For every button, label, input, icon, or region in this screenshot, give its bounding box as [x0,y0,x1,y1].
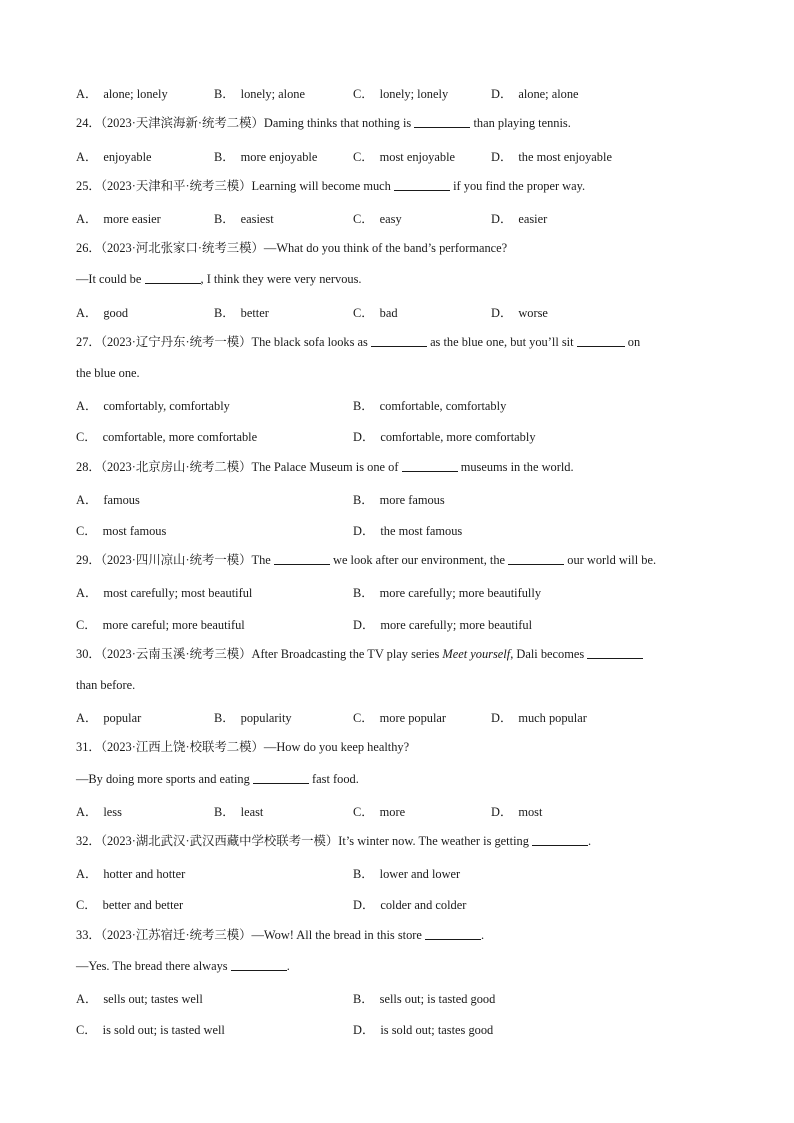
answer-blank [253,771,309,784]
q31-option-b: B． least [214,805,264,819]
q30-stem-line2: than before. [76,678,136,692]
q26-stem: 26．（2023·河北张家口·统考三模）—What do you think of the band’s performance? [76,241,508,255]
q24-option-c: C． most enjoyable [353,150,456,164]
q26-option-c: C． bad [353,306,398,320]
q31-stem-line2: —By doing more sports and eating fast food. [76,772,359,786]
q33-option-d: D． is sold out; tastes good [353,1023,494,1037]
q27-option-d: D． comfortable, more comfortably [353,430,536,444]
answer-blank [425,927,481,940]
q30-stem: 30．（2023·云南玉溪·统考三模）After Broadcasting the TV play series Meet yourself, Dali becomes [76,646,734,662]
q26-option-a: A． good [76,306,129,320]
q25-stem: 25．（2023·天津和平·统考三模）Learning will become much if you find the proper way. [76,179,586,193]
q29-stem: 29．（2023·四川凉山·统考一模）The we look after our environment, the our world will be. [76,553,657,567]
q23-option-b: B． lonely; alone [214,87,305,101]
q27-stem: 27．（2023·辽宁丹东·统考一模）The black sofa looks as as the blue one, but you’ll sit on [76,335,641,349]
q23-option-d: D． alone; alone [491,87,579,101]
q24-option-a: A． enjoyable [76,150,152,164]
q27-stem-line2: the blue one. [76,366,140,380]
q29-option-a: A． most carefully; most beautiful [76,586,253,600]
q29-option-b: B． more carefully; more beautifully [353,586,542,600]
answer-blank [394,178,450,191]
q32-stem: 32．（2023·湖北武汉·武汉西藏中学校联考一模）It’s winter now. The weather is getting . [76,834,592,848]
q28-option-c: C． most famous [76,524,167,538]
q28-option-d: D． the most famous [353,524,463,538]
q26-option-b: B． better [214,306,269,320]
q23-option-c: C． lonely; lonely [353,87,449,101]
answer-blank [274,552,330,565]
q24-option-b: B． more enjoyable [214,150,318,164]
answer-blank [577,334,625,347]
q32-option-c: C． better and better [76,898,184,912]
answer-blank [587,646,643,659]
answer-blank [371,334,427,347]
q31-option-c: C． more [353,805,406,819]
answer-blank [532,833,588,846]
q29-option-d: D． more carefully; more beautiful [353,618,533,632]
q27-option-b: B． comfortable, comfortably [353,399,507,413]
tv-series-title: Meet yourself [442,647,511,661]
q26-option-d: D． worse [491,306,548,320]
answer-blank [508,552,564,565]
q29-option-c: C． more careful; more beautiful [76,618,245,632]
q27-option-a: A． comfortably, comfortably [76,399,230,413]
q33-option-c: C． is sold out; is tasted well [76,1023,225,1037]
q28-stem: 28．（2023·北京房山·统考二模）The Palace Museum is one of museums in the world. [76,460,574,474]
answer-blank [414,115,470,128]
q26-stem-line2: —It could be , I think they were very nervous. [76,272,362,286]
q30-option-a: A． popular [76,711,142,725]
q31-stem: 31．（2023·江西上饶·校联考二模）—How do you keep healthy? [76,740,410,754]
q23-option-a: A． alone; lonely [76,87,168,101]
q28-option-a: A． famous [76,493,140,507]
q30-option-b: B． popularity [214,711,292,725]
q25-option-a: A． more easier [76,212,161,226]
q27-option-c: C． comfortable, more comfortable [76,430,258,444]
q32-option-d: D． colder and colder [353,898,467,912]
answer-blank [402,459,458,472]
q30-option-d: D． much popular [491,711,587,725]
q24-stem: 24．（2023·天津滨海新·统考二模）Daming thinks that nothing is than playing tennis. [76,116,571,130]
q32-option-a: A． hotter and hotter [76,867,186,881]
answer-blank [231,958,287,971]
q25-option-c: C． easy [353,212,402,226]
q31-option-d: D． most [491,805,543,819]
q24-option-d: D． the most enjoyable [491,150,612,164]
q28-option-b: B． more famous [353,493,445,507]
answer-blank [145,271,201,284]
q32-option-b: B． lower and lower [353,867,461,881]
q33-option-b: B． sells out; is tasted good [353,992,496,1006]
q33-stem-line2: —Yes. The bread there always . [76,959,290,973]
q25-option-b: B． easiest [214,212,274,226]
q25-option-d: D． easier [491,212,548,226]
q33-stem: 33．（2023·江苏宿迁·统考三模）—Wow! All the bread in this store . [76,928,485,942]
q33-option-a: A． sells out; tastes well [76,992,203,1006]
q31-option-a: A． less [76,805,122,819]
q30-option-c: C． more popular [353,711,447,725]
